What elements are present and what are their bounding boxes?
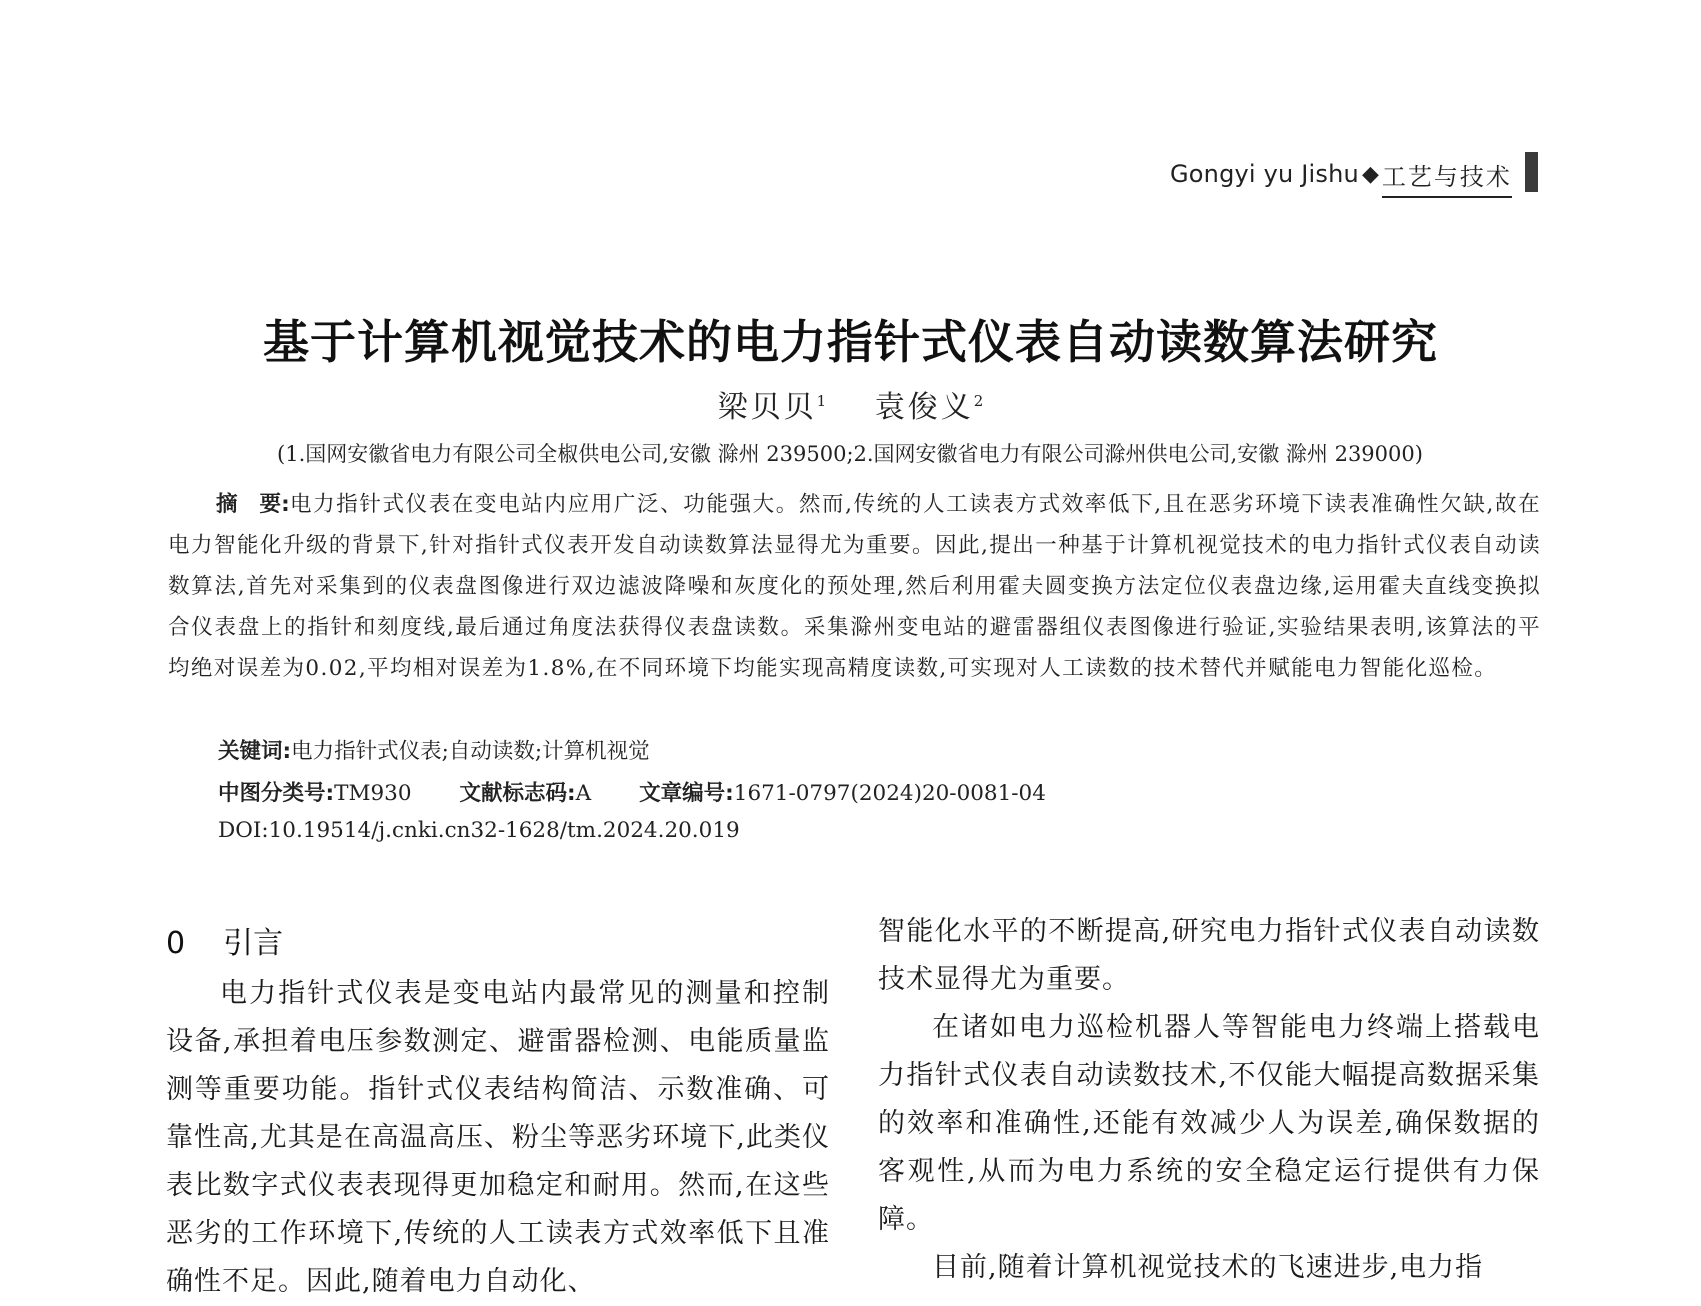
diamond-separator-icon: ◆ [1361, 161, 1379, 187]
keywords-text: 电力指针式仪表;自动读数;计算机视觉 [291, 739, 650, 764]
affiliation-mark: 2 [973, 392, 984, 410]
author [718, 390, 827, 425]
paragraph: 在诸如电力巡检机器人等智能电力终端上搭载电力指针式仪表自动读数技术,不仅能大幅提高数据采集的效率和准确性,还能有效减少人为误差,确保数据的客观性,从而为电力系统的安全稳定运行提供有力保障。 [878, 1012, 1540, 1235]
abstract [168, 484, 1541, 689]
doc-code-label: 文献标志码: [459, 781, 576, 806]
section-number: 0 [166, 926, 186, 961]
paragraph: 目前,随着计算机视觉技术的飞速进步,电力指 [932, 1252, 1484, 1283]
section-name-chinese: 工艺与技术 [1382, 157, 1512, 198]
body-column-right [878, 908, 1540, 1292]
clc-value: TM930 [334, 781, 412, 806]
doi-value[interactable]: 10.19514/j.cnki.cn32-1628/tm.2024.20.019 [268, 818, 740, 843]
body-column-left [166, 970, 830, 1306]
paragraph: 电力指针式仪表是变电站内最常见的测量和控制设备,承担着电压参数测定、避雷器检测、电能质量监测等重要功能。指针式仪表结构简洁、示数准确、可靠性高,尤其是在高温高压、粉尘等恶劣环境下,此类仪表比数字式仪表表现得更加稳定和耐用。然而,在这些恶劣的工作环境下,传统的人工读表方式效率低下且准确性不足。因此,随着电力自动化、 [166, 978, 830, 1297]
article-no-label: 文章编号: [639, 781, 734, 806]
classification-line [218, 776, 1046, 807]
section-title: 引言 [223, 926, 284, 961]
section-heading [166, 918, 283, 962]
abstract-text: 电力指针式仪表在变电站内应用广泛、功能强大。然而,传统的人工读表方式效率低下,且在恶劣环境下读表准确性欠缺,故在电力智能化升级的背景下,针对指针式仪表开发自动读数算法显得尤为重要。因此,提出一种基于计算机视觉技术的电力指针式仪表自动读数算法,首先对采集到的仪表盘图像进行双边滤波降噪和灰度化的预处理,然后利用霍夫圆变换方法定位仪表盘边缘,运用霍夫直线变换拟合仪表盘上的指针和刻度线,最后通过角度法获得仪表盘读数。采集滁州变电站的避雷器组仪表图像进行验证,实验结果表明,该算法的平均绝对误差为0.02,平均相对误差为1.8%,在不同环境下均能实现高精度读数,可实现对人工读数的技术替代并赋能电力智能化巡检。 [168, 492, 1541, 681]
author-name: 袁俊义 [874, 390, 974, 425]
doi-label: DOI: [218, 818, 269, 843]
paper-title: 基于计算机视觉技术的电力指针式仪表自动读数算法研究 [263, 315, 1438, 369]
keywords-label: 关键词: [218, 739, 292, 764]
affiliation: (1.国网安徽省电力有限公司全椒供电公司,安徽 滁州 239500;2.国网安徽省电力有限公司滁州供电公司,安徽 滁州 239000) [277, 442, 1423, 466]
clc-label: 中图分类号: [218, 781, 335, 806]
running-header [1170, 152, 1512, 196]
author-name: 梁贝贝 [717, 390, 817, 425]
abstract-label: 摘 要: [216, 492, 290, 517]
doc-code-value: A [575, 781, 592, 806]
article-no-value: 1671-0797(2024)20-0081-04 [733, 781, 1046, 806]
header-bar-decoration [1525, 152, 1538, 192]
keywords [218, 734, 650, 765]
author-list [0, 382, 1701, 426]
author [875, 390, 984, 425]
paragraph: 智能化水平的不断提高,研究电力指针式仪表自动读数技术显得尤为重要。 [878, 916, 1540, 995]
doi-line [218, 818, 740, 843]
journal-name-english: Gongyi yu Jishu [1170, 160, 1359, 188]
affiliation-mark: 1 [816, 392, 827, 410]
